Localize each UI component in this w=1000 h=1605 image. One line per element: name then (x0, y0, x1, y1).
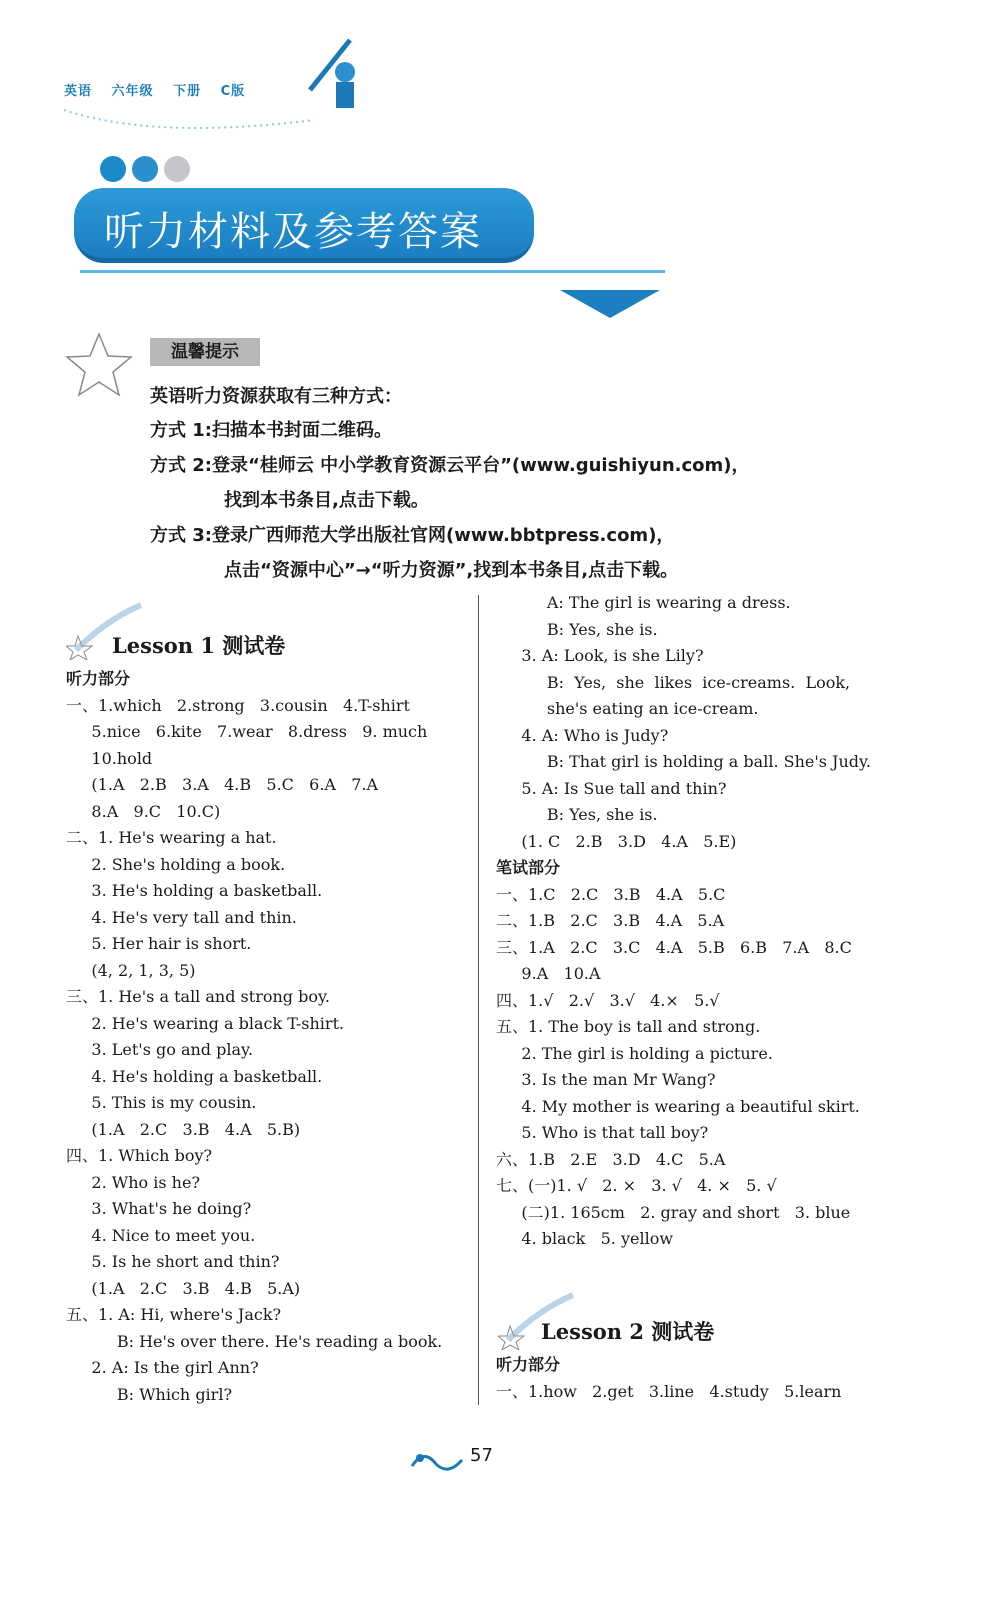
answer-line: 2. He's wearing a black T-shirt. (66, 1013, 345, 1033)
book-header (64, 80, 259, 99)
answer-line: 五、1. A: Hi, where's Jack? (66, 1305, 282, 1324)
page-title: 听力材料及参考答案 (104, 209, 482, 255)
answer-line: 二、1.B 2.C 3.B 4.A 5.A (496, 911, 725, 930)
section-heading: 笔试部分 (496, 858, 561, 877)
answer-line: 5. Her hair is short. (66, 934, 252, 953)
answer-line: (二)1. 165cm 2. gray and short 3. blue (496, 1202, 851, 1222)
tip-line: 方式 1:扫描本书封面二维码。 (150, 420, 392, 441)
answer-line: 四、1. Which boy? (66, 1146, 213, 1165)
answer-line: 一、1.which 2.strong 3.cousin 4.T-shirt (66, 695, 410, 715)
answer-line: (4, 2, 1, 3, 5) (66, 960, 196, 980)
answer-line: B: That girl is holding a ball. She's Judy. (496, 752, 871, 771)
lesson1-heading (112, 630, 285, 660)
lesson2-heading (541, 1316, 714, 1346)
answer-line: (1.A 2.C 3.B 4.B 5.A) (66, 1278, 301, 1298)
answer-line: 4. Nice to meet you. (66, 1225, 256, 1245)
answer-line: 2. The girl is holding a picture. (496, 1043, 773, 1063)
tip-line: 英语听力资源获取有三种方式： (150, 386, 402, 407)
answer-line: 5. A: Is Sue tall and thin? (496, 778, 727, 798)
dot-icon (164, 156, 190, 182)
answer-line: (1. C 2.B 3.D 4.A 5.E) (496, 831, 737, 851)
answer-line: B: Which girl? (66, 1384, 233, 1404)
answer-line: A: The girl is wearing a dress. (496, 593, 791, 612)
answer-line: 四、1.√ 2.√ 3.√ 4.× 5.√ (496, 990, 720, 1010)
tip-line: 找到本书条目,点击下载。 (224, 490, 429, 511)
answer-line: 2. She's holding a book. (66, 854, 286, 874)
right-answer-column (496, 590, 871, 1253)
answer-line: (1.A 2.C 3.B 4.A 5.B) (66, 1119, 301, 1139)
answer-line: 10.hold (66, 748, 153, 768)
left-answer-column (66, 666, 442, 1408)
answer-line: 4. My mother is wearing a beautiful skirt. (496, 1096, 860, 1116)
page-ornament-icon (410, 1446, 465, 1474)
banner-dots (100, 156, 190, 182)
answer-line: B: Yes, she is. (496, 805, 658, 824)
header-edition: C版 (220, 84, 246, 99)
answer-line: 二、1. He's wearing a hat. (66, 828, 277, 847)
section-heading: 听力部分 (66, 669, 131, 688)
answer-line: 3. Let's go and play. (66, 1040, 254, 1059)
triangle-icon (560, 290, 660, 318)
section-heading: 听力部分 (496, 1355, 561, 1374)
header-grade: 六年级 (111, 84, 154, 99)
answer-line: 2. Who is he? (66, 1172, 201, 1192)
answer-line: B: Yes, she is. (496, 619, 658, 639)
lesson1-title-en: Lesson 1 (112, 633, 215, 658)
answer-line: 5. Is he short and thin? (66, 1252, 280, 1271)
answer-line: 一、1.how 2.get 3.line 4.study 5.learn (496, 1381, 842, 1401)
lesson2-answer-column (496, 1352, 841, 1405)
answer-line: (1.A 2.B 3.A 4.B 5.C 6.A 7.A (66, 775, 379, 794)
answer-line: 3. Is the man Mr Wang? (496, 1070, 716, 1089)
answer-line: 六、1.B 2.E 3.D 4.C 5.A (496, 1149, 726, 1169)
header-subject: 英语 (64, 84, 93, 99)
answer-line: 9.A 10.A (496, 964, 601, 983)
lesson2-title-zh: 测试卷 (651, 1320, 715, 1344)
answer-line: 3. He's holding a basketball. (66, 881, 323, 900)
answer-line: 8.A 9.C 10.C) (66, 801, 221, 821)
answer-line: 5. This is my cousin. (66, 1093, 257, 1112)
column-divider (478, 595, 479, 1405)
answer-line: B: He's over there. He's reading a book. (66, 1331, 443, 1351)
dot-icon (100, 156, 126, 182)
answer-line: 3. A: Look, is she Lily? (496, 646, 704, 665)
lesson1-title-zh: 测试卷 (222, 634, 286, 658)
header-volume: 下册 (173, 84, 202, 99)
answer-line: 4. A: Who is Judy? (496, 725, 669, 745)
dotted-swirl-icon (64, 100, 324, 140)
answer-line: 三、1.A 2.C 3.C 4.A 5.B 6.B 7.A 8.C (496, 937, 852, 957)
answer-line: B: Yes, she likes ice-creams. Look, (496, 672, 851, 692)
dot-icon (132, 156, 158, 182)
answer-line: 3. What's he doing? (66, 1199, 252, 1218)
tip-line: 方式 2:登录“桂师云 中小学教育资源云平台”(www.guishiyun.com)， (150, 455, 750, 476)
answer-line: 一、1.C 2.C 3.B 4.A 5.C (496, 884, 726, 904)
star-icon (64, 330, 134, 400)
answer-line: 七、(一)1. √ 2. × 3. √ 4. × 5. √ (496, 1176, 777, 1195)
answer-line: 4. black 5. yellow (496, 1229, 674, 1248)
answer-line: 五、1. The boy is tall and strong. (496, 1017, 761, 1036)
answer-line: 2. A: Is the girl Ann? (66, 1358, 259, 1377)
lesson2-title-en: Lesson 2 (541, 1319, 644, 1344)
answer-line: 5.nice 6.kite 7.wear 8.dress 9. much (66, 722, 428, 741)
answer-line: 5. Who is that tall boy? (496, 1123, 709, 1142)
answer-line: 4. He's holding a basketball. (66, 1066, 323, 1086)
tip-label: 温馨提示 (150, 338, 260, 366)
answer-line: she's eating an ice-cream. (496, 699, 759, 718)
page-number: 57 (470, 1445, 493, 1466)
tip-line: 点击“资源中心”→“听力资源”,找到本书条目,点击下载。 (224, 560, 679, 581)
answer-line: 4. He's very tall and thin. (66, 907, 297, 927)
banner-underline (80, 270, 665, 273)
tip-line: 方式 3:登录广西师范大学出版社官网(www.bbtpress.com)， (150, 525, 675, 546)
answer-line: 三、1. He's a tall and strong boy. (66, 987, 330, 1006)
